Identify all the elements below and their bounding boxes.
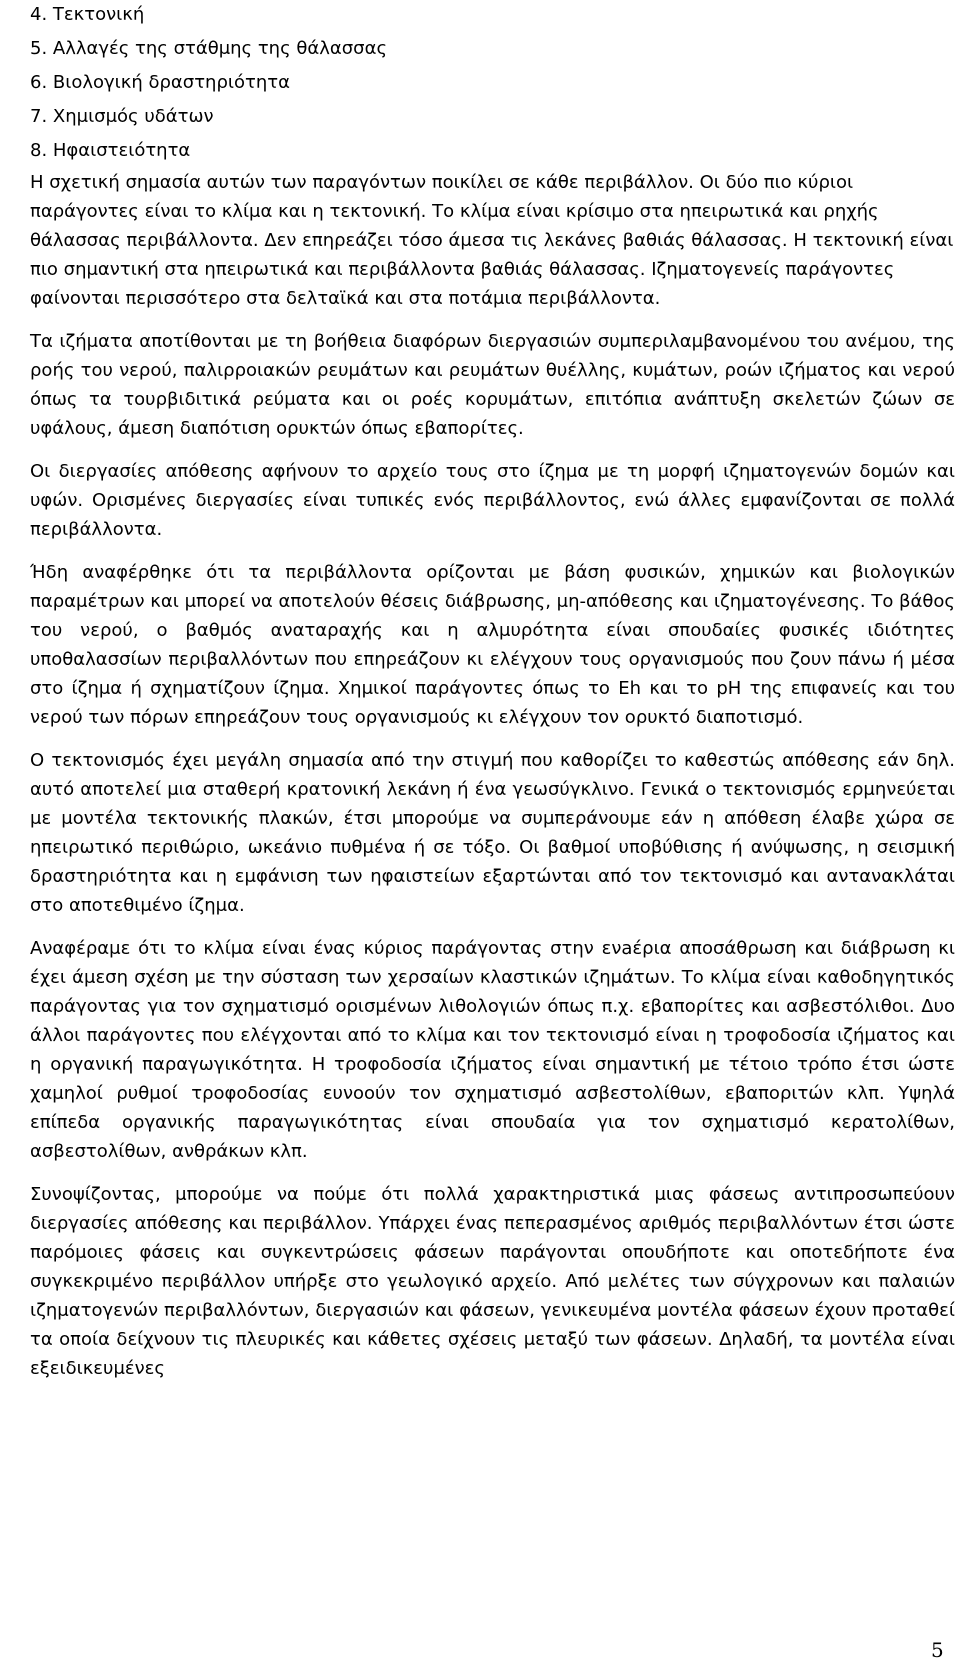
paragraph: Ο τεκτονισμός έχει μεγάλη σημασία από την στιγμή που καθορίζει το καθεστώς απόθεσης εάν δηλ. αυτό αποτελεί μια σταθερή κρατονική λεκάνη ή ένα γεωσύγκλινο. Γενικά ο τεκτονισμός ερμηνεύεται με μοντέλα τεκτονικής πλακών, έτσι μπορούμε να συμπεράνουμε εάν η απόθεση έλαβε χώρα σε ηπειρωτικό περιθώριο, ωκεάνιο πυθμένα ή σε τόξο. Οι βαθμοί υποβύθισης ή ανύψωσης, η σεισμική δραστηριότητα και η εμφάνιση των ηφαιστείων εξαρτώνται από τον τεκτονισμό και αντανακλάται στο αποτεθιμένο ίζημα. xyxy=(30,750,955,916)
paragraph: Τα ιζήματα αποτίθονται με τη βοήθεια διαφόρων διεργασιών συμπεριλαμβανομένου του ανέμου, της ροής του νερού, παλιρροιακών ρευμάτων και ρευμάτων θυέλλης, κυμάτων, ροών ιζήματος και νερού όπως τα τουρβιδιτικά ρεύματα και οι ροές κορυμάτων, επιτόπια ανάπτυξη σκελετών ζώων σε υφάλους, άμεση διαπότιση ορυκτών όπως εβαπορίτες. xyxy=(30,331,955,439)
list-item: 7. Χημισμός υδάτων xyxy=(30,106,214,127)
paragraph: Η σχετική σημασία αυτών των παραγόντων ποικίλει σε κάθε περιβάλλον. Οι δύο πιο κύριοι παράγοντες είναι το κλίμα και η τεκτονική. Το κλίμα είναι κρίσιμο στα ηπειρωτικά και ρηχής θάλασσας περιβάλλοντα. Δεν επηρεάζει τόσο άμεσα τις λεκάνες βαθιάς θάλασσας. Η τεκτονική είναι πιο σημαντική στα ηπειρωτικά και περιβάλλοντα βαθιάς θάλασσας. Ιζηματογενείς παράγοντες φαίνονται περισσότερο στα δελταϊκά και στα ποτάμια περιβάλλοντα. xyxy=(30,172,954,309)
factor-list xyxy=(30,0,955,168)
list-item: 8. Ηφαιστειότητα xyxy=(30,140,191,161)
page-number: 5 xyxy=(931,1638,944,1662)
paragraph: Ήδη αναφέρθηκε ότι τα περιβάλλοντα ορίζονται με βάση φυσικών, χημικών και βιολογικών παραμέτρων και μπορεί να αποτελούν θέσεις διάβρωσης, μη-απόθεσης και ιζηματογένεσης. Το βάθος του νερού, ο βαθμός αναταραχής και η αλμυρότητα είναι σπουδαίες φυσικές ιδιότητες υποθαλασσίων περιβαλλόντων που επηρεάζουν κι ελέγχουν τους οργανισμούς που ζουν πάνω ή μέσα στο ίζημα ή σχηματίζουν ίζημα. Χημικοί παράγοντες όπως το Eh και το pH της επιφανείς και του νερού των πόρων επηρεάζουν τους οργανισμούς κι ελέγχουν τον ορυκτό διαποτισμό. xyxy=(30,562,955,728)
paragraph: Συνοψίζοντας, μπορούμε να πούμε ότι πολλά χαρακτηριστικά μιας φάσεως αντιπροσωπεύουν διεργασίες απόθεσης και περιβάλλον. Υπάρχει ένας πεπερασμένος αριθμός περιβαλλόντων έτσι ώστε παρόμοιες φάσεις και συγκεντρώσεις φάσεων παράγονται οπουδήποτε και οποτεδήποτε ένα συγκεκριμένο περιβάλλον υπήρξε στο γεωλογικό αρχείο. Από μελέτες των σύγχρονων και παλαιών ιζηματογενών περιβαλλόντων, διεργασιών και φάσεων, γενικευμένα μοντέλα φάσεων έχουν προταθεί τα οποία δείχνουν τις πλευρικές και κάθετες σχέσεις μεταξύ των φάσεων. Δηλαδή, τα μοντέλα είναι εξειδικευμένες xyxy=(30,1184,955,1379)
paragraph: Αναφέραμε ότι το κλίμα είναι ένας κύριος παράγοντας στην ενaέρια αποσάθρωση και διάβρωση κι έχει άμεση σχέση με την σύσταση των χερσαίων κλαστικών ιζημάτων. Το κλίμα είναι καθοδηγητικός παράγοντας για τον σχηματισμό ορισμένων λιθολογιών όπως π.χ. εβαπορίτες και ασβεστόλιθοι. Δυο άλλοι παράγοντες που ελέγχονται από το κλίμα και τον τεκτονισμό είναι η τροφοδοσία ιζήματος και η οργανική παραγωγικότητα. Η τροφοδοσία ιζήματος είναι σημαντική με τέτοιο τρόπο έτσι ώστε χαμηλοί ρυθμοί τροφοδοσίας ευνοούν τον σχηματισμό ασβεστολίθων, εβαποριτών κλπ. Υψηλά επίπεδα οργανικής παραγωγικότητας είναι σπουδαία για τον σχηματισμό κερατολίθων, ασβεστολίθων, ανθράκων κλπ. xyxy=(30,938,955,1162)
paragraph: Οι διεργασίες απόθεσης αφήνουν το αρχείο τους στο ίζημα με τη μορφή ιζηματογενών δομών και υφών. Ορισμένες διεργασίες είναι τυπικές ενός περιβάλλοντος, ενώ άλλες εμφανίζονται σε πολλά περιβάλλοντα. xyxy=(30,461,955,540)
list-item: 5. Αλλαγές της στάθμης της θάλασσας xyxy=(30,38,388,59)
document-page xyxy=(30,0,955,1383)
list-item: 4. Τεκτονική xyxy=(30,4,145,25)
list-item: 6. Βιολογική δραστηριότητα xyxy=(30,72,290,93)
